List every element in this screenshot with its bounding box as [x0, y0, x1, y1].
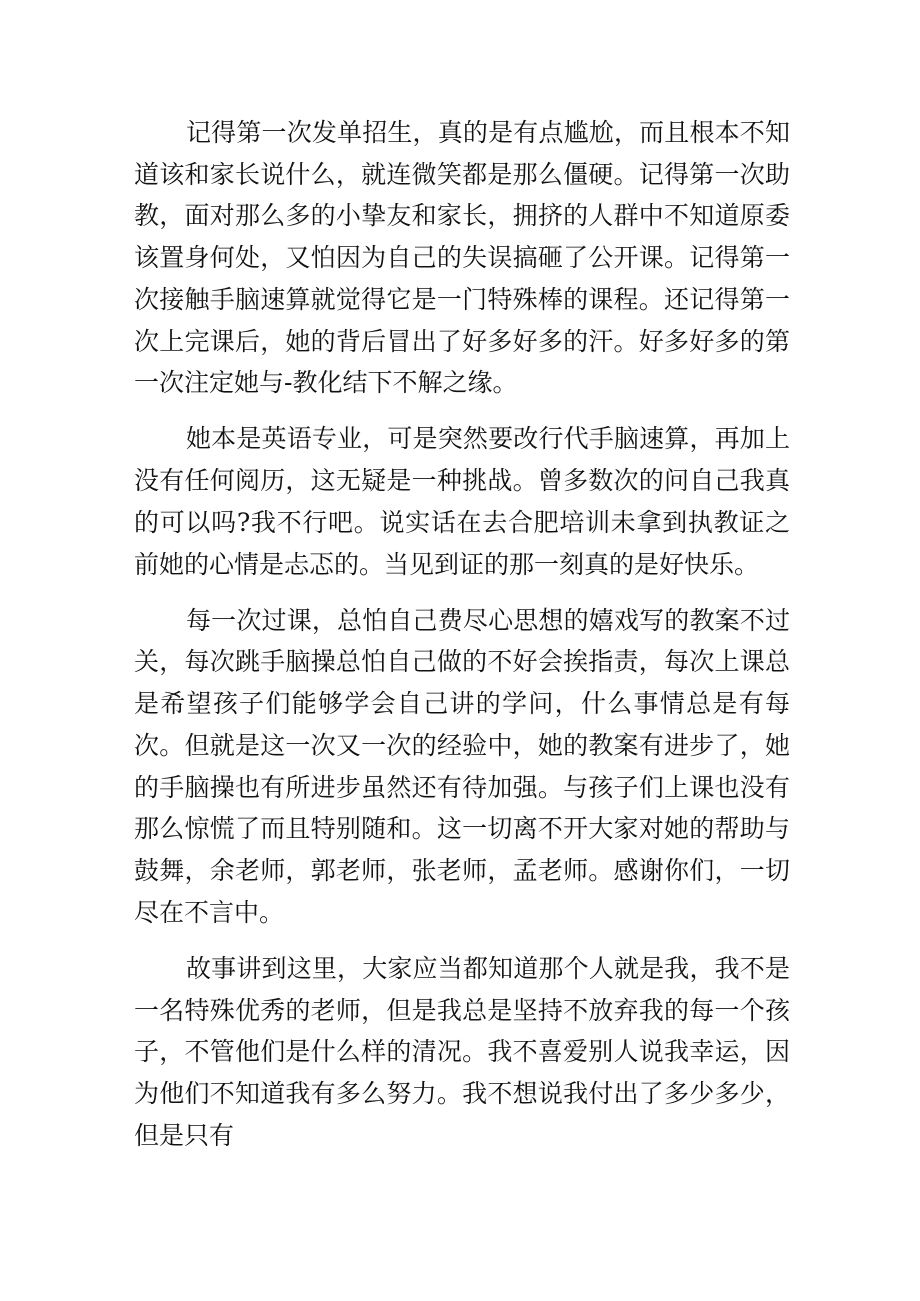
- paragraph: 每一次过课，总怕自己费尽心思想的嬉戏写的教案不过关，每次跳手脑操总怕自己做的不好会挨指责，每次上课总是希望孩子们能够学会自己讲的学问，什么事情总是有每次。但就是这一次又一次的经验中，她的教案有进步了，她的手脑操也有所进步虽然还有待加强。与孩子们上课也没有那么惊慌了而且特别随和。这一切离不开大家对她的帮助与鼓舞，余老师，郭老师，张老师，孟老师。感谢你们，一切尽在不言中。: [134, 605, 790, 927]
- body-text: [134, 112, 790, 1171]
- paragraph: 故事讲到这里，大家应当都知道那个人就是我，我不是一名特殊优秀的老师，但是我总是坚持不放弃我的每一个孩子，不管他们是什么样的清况。我不喜爱别人说我幸运，因为他们不知道我有多么努力。我不想说我付出了多少多少，但是只有: [134, 953, 790, 1150]
- paragraph: 她本是英语专业，可是突然要改行代手脑速算，再加上没有任何阅历，这无疑是一种挑战。曾多数次的问自己我真的可以吗?我不行吧。说实话在去合肥培训未拿到执教证之前她的心情是忐忑的。当见到证的那一刻真的是好快乐。: [134, 424, 790, 579]
- paragraph: 记得第一次发单招生，真的是有点尴尬，而且根本不知道该和家长说什么，就连微笑都是那么僵硬。记得第一次助教，面对那么多的小挚友和家长，拥挤的人群中不知道原委该置身何处，又怕因为自己的失误搞砸了公开课。记得第一次接触手脑速算就觉得它是一门特殊棒的课程。还记得第一次上完课后，她的背后冒出了好多好多的汗。好多好多的第一次注定她与-教化结下不解之缘。: [134, 118, 790, 398]
